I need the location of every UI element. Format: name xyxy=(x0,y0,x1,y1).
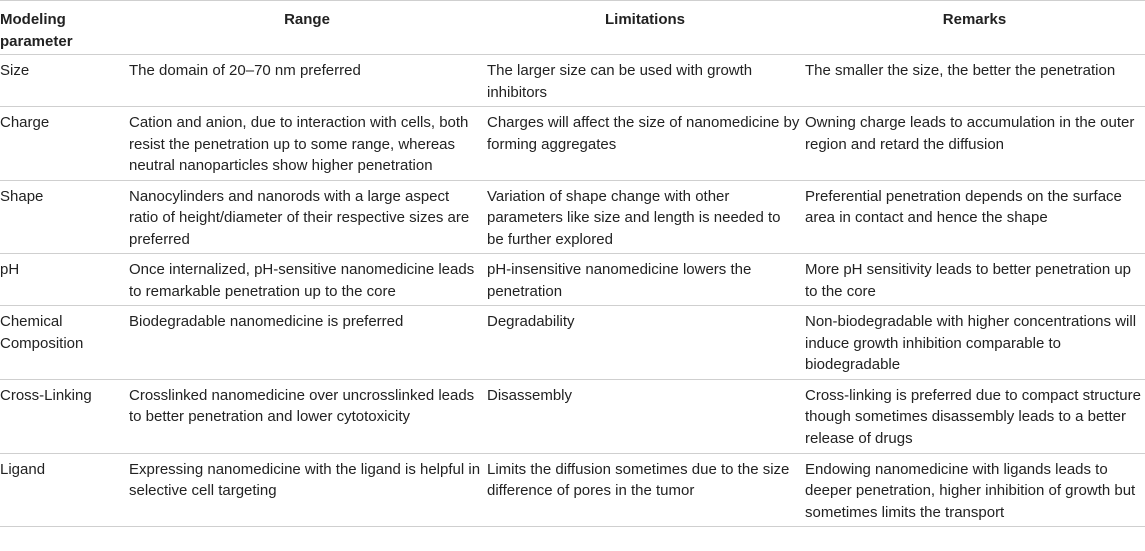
table-row xyxy=(0,55,1145,107)
header-limitations: Limitations xyxy=(486,1,804,55)
cell-remarks: Non-biodegradable with higher concentrations will induce growth inhibition comparable to biodegradable xyxy=(804,306,1145,380)
table-row xyxy=(0,107,1145,181)
cell-remarks: The smaller the size, the better the penetration xyxy=(804,55,1145,107)
cell-parameter: pH xyxy=(0,254,128,306)
cell-range: Nanocylinders and nanorods with a large aspect ratio of height/diameter of their respective sizes are preferred xyxy=(128,180,486,254)
cell-range: Once internalized, pH-sensitive nanomedicine leads to remarkable penetration up to the core xyxy=(128,254,486,306)
cell-range: Cation and anion, due to interaction with cells, both resist the penetration up to some range, whereas neutral nanoparticles show higher penetration xyxy=(128,107,486,181)
cell-limitations: Disassembly xyxy=(486,379,804,453)
cell-range: Biodegradable nanomedicine is preferred xyxy=(128,306,486,380)
table-row xyxy=(0,180,1145,254)
cell-parameter: Charge xyxy=(0,107,128,181)
cell-range: The domain of 20–70 nm preferred xyxy=(128,55,486,107)
cell-remarks: More pH sensitivity leads to better penetration up to the core xyxy=(804,254,1145,306)
cell-parameter: Size xyxy=(0,55,128,107)
cell-limitations: The larger size can be used with growth inhibitors xyxy=(486,55,804,107)
header-remarks: Remarks xyxy=(804,1,1145,55)
cell-limitations: Degradability xyxy=(486,306,804,380)
cell-limitations: Charges will affect the size of nanomedicine by forming aggregates xyxy=(486,107,804,181)
cell-parameter: Ligand xyxy=(0,453,128,527)
table-body xyxy=(0,55,1145,527)
cell-range: Crosslinked nanomedicine over uncrosslinked leads to better penetration and lower cytotoxicity xyxy=(128,379,486,453)
cell-limitations: Limits the diffusion sometimes due to the size difference of pores in the tumor xyxy=(486,453,804,527)
cell-remarks: Endowing nanomedicine with ligands leads to deeper penetration, higher inhibition of growth but sometimes limits the transport xyxy=(804,453,1145,527)
cell-remarks: Preferential penetration depends on the surface area in contact and hence the shape xyxy=(804,180,1145,254)
cell-limitations: pH-insensitive nanomedicine lowers the penetration xyxy=(486,254,804,306)
cell-parameter: Cross-Linking xyxy=(0,379,128,453)
table-row xyxy=(0,379,1145,453)
header-modeling-parameter: Modeling parameter xyxy=(0,1,128,55)
cell-remarks: Cross-linking is preferred due to compact structure though sometimes disassembly leads to a better release of drugs xyxy=(804,379,1145,453)
cell-remarks: Owning charge leads to accumulation in the outer region and retard the diffusion xyxy=(804,107,1145,181)
table-row xyxy=(0,254,1145,306)
table-row xyxy=(0,453,1145,527)
table-header xyxy=(0,1,1145,55)
cell-parameter: Chemical Composition xyxy=(0,306,128,380)
cell-parameter: Shape xyxy=(0,180,128,254)
header-row xyxy=(0,1,1145,55)
header-range: Range xyxy=(128,1,486,55)
cell-limitations: Variation of shape change with other parameters like size and length is needed to be further explored xyxy=(486,180,804,254)
cell-range: Expressing nanomedicine with the ligand is helpful in selective cell targeting xyxy=(128,453,486,527)
table-row xyxy=(0,306,1145,380)
